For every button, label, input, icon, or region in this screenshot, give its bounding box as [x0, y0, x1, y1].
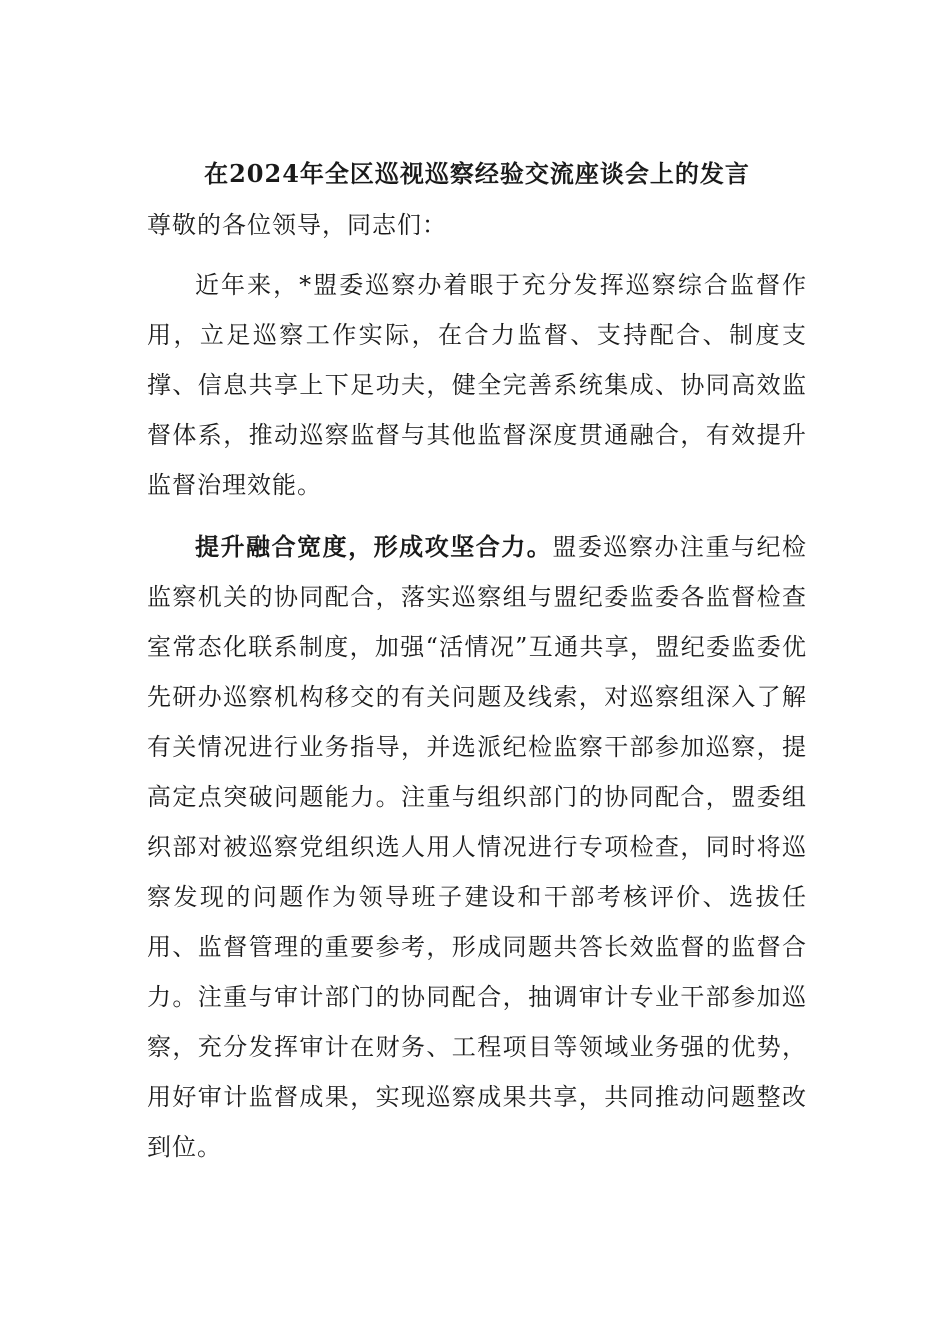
paragraph-integration: [147, 522, 807, 1172]
paragraph-integration-lead: 提升融合宽度，形成攻坚合力。: [195, 532, 553, 561]
paragraph-intro: [147, 260, 807, 510]
paragraph-intro-text: 近年来，*盟委巡察办着眼于充分发挥巡察综合监督作用，立足巡察工作实际，在合力监督、支持配合、制度支撑、信息共享上下足功夫，健全完善系统集成、协同高效监督体系，推动巡察监督与其他监督深度贯通融合，有效提升监督治理效能。: [147, 271, 807, 499]
paragraph-integration-text: 盟委巡察办注重与纪检监察机关的协同配合，落实巡察组与盟纪委监委各监督检查室常态化联系制度，加强“活情况”互通共享，盟纪委监委优先研办巡察机构移交的有关问题及线索，对巡察组深入了解有关情况进行业务指导，并选派纪检监察干部参加巡察，提高定点突破问题能力。注重与组织部门的协同配合，盟委组织部对被巡察党组织选人用人情况进行专项检查，同时将巡察发现的问题作为领导班子建设和干部考核评价、选拔任用、监督管理的重要参考，形成同题共答长效监督的监督合力。注重与审计部门的协同配合，抽调审计专业干部参加巡察，充分发挥审计在财务、工程项目等领域业务强的优势，用好审计监督成果，实现巡察成果共享，共同推动问题整改到位。: [147, 533, 808, 1161]
salutation: 尊敬的各位领导，同志们：: [147, 211, 447, 239]
document-body: [147, 152, 807, 1172]
document-title: 在2024年全区巡视巡察经验交流座谈会上的发言: [204, 159, 750, 188]
